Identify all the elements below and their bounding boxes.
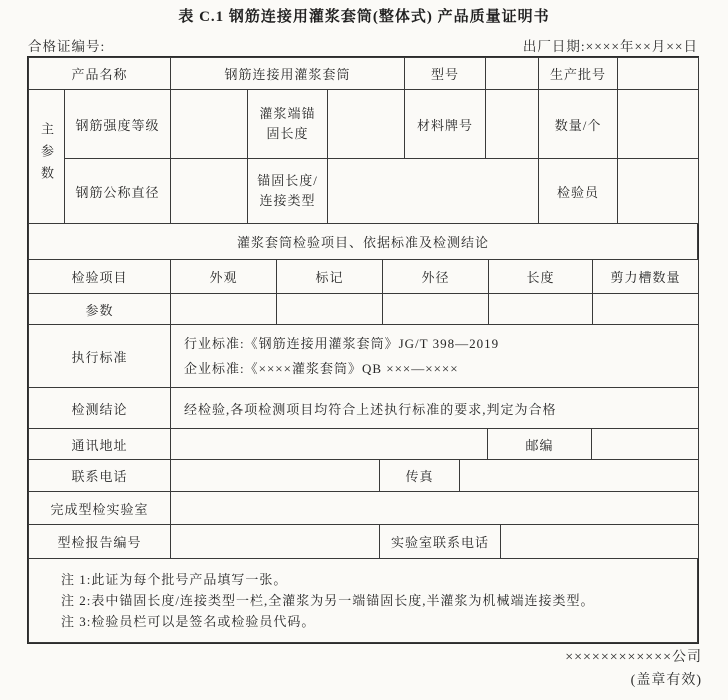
conclusion-label: 检测结论 <box>29 388 171 429</box>
report-no-value-cell <box>171 525 380 559</box>
notes-cell <box>29 559 698 643</box>
quantity-label: 数量/个 <box>539 90 618 159</box>
strength-grade-label: 钢筋强度等级 <box>65 90 171 159</box>
phone-label: 联系电话 <box>29 460 171 492</box>
inspector-value-cell <box>618 159 699 224</box>
standard-label: 执行标准 <box>29 325 171 388</box>
grout-anchor-value-cell <box>328 90 405 159</box>
notes-table <box>28 558 698 643</box>
contact-table <box>28 428 699 559</box>
inspection-item-outer-diameter: 外径 <box>383 260 489 294</box>
address-value-cell <box>171 429 488 460</box>
address-label: 通讯地址 <box>29 429 171 460</box>
batch-label: 生产批号 <box>539 58 618 90</box>
lab-value-cell <box>171 492 699 525</box>
quantity-value-cell <box>618 90 699 159</box>
note-line-2: 注 2:表中锚固长度/连接类型一栏,全灌浆为另一端锚固长度,半灌浆为机械端连接类型。 <box>61 593 595 608</box>
product-name-value: 钢筋连接用灌浆套筒 <box>171 58 405 90</box>
lab-label: 完成型检实验室 <box>29 492 171 525</box>
meta-row <box>28 35 698 55</box>
inspection-item-marking: 标记 <box>277 260 383 294</box>
inspection-header-table <box>28 223 698 260</box>
ship-date-value: 出厂日期:××××年××月××日 <box>522 39 698 54</box>
product-info-table <box>28 57 699 224</box>
material-value-cell <box>486 90 539 159</box>
main-params-label: 主参数 <box>39 121 54 188</box>
param-value-cell <box>171 294 277 325</box>
report-no-label: 型检报告编号 <box>29 525 171 559</box>
company-name: ××××××××××××公司 <box>565 650 702 665</box>
grout-anchor-label: 灌浆端锚固长度 <box>248 90 328 159</box>
main-params-cell <box>29 90 65 224</box>
conclusion-value: 经检验,各项检测项目均符合上述执行标准的要求,判定为合格 <box>171 388 699 429</box>
model-value-cell <box>486 58 539 90</box>
standard-value-cell <box>171 325 699 388</box>
material-label: 材料牌号 <box>405 90 486 159</box>
param-value-cell <box>593 294 699 325</box>
certificate-table <box>27 56 699 644</box>
diameter-value-cell <box>171 159 248 224</box>
anchor-type-value-cell <box>328 159 539 224</box>
model-label: 型号 <box>405 58 486 90</box>
inspection-item-length: 长度 <box>489 260 593 294</box>
seal-note: (盖章有效) <box>630 673 702 688</box>
lab-phone-value-cell <box>501 525 699 559</box>
inspection-item-header: 检验项目 <box>29 260 171 294</box>
footer <box>565 646 702 692</box>
strength-grade-value-cell <box>171 90 248 159</box>
page-title: 表 C.1 钢筋连接用灌浆套筒(整体式) 产品质量证明书 <box>178 9 550 25</box>
inspection-items-table <box>28 259 699 325</box>
inspection-item-shear-grooves: 剪力槽数量 <box>593 260 699 294</box>
anchor-type-label: 锚固长度/连接类型 <box>248 159 328 224</box>
fax-value-cell <box>460 460 699 492</box>
cert-no-label: 合格证编号: <box>28 39 106 54</box>
phone-value-cell <box>171 460 380 492</box>
inspection-item-appearance: 外观 <box>171 260 277 294</box>
standards-table <box>28 324 699 429</box>
inspection-section-title: 灌浆套筒检验项目、依据标准及检测结论 <box>29 224 698 260</box>
lab-phone-label: 实验室联系电话 <box>380 525 501 559</box>
inspector-label: 检验员 <box>539 159 618 224</box>
postcode-value-cell <box>592 429 699 460</box>
param-value-cell <box>277 294 383 325</box>
standard-line-industry: 行业标准:《钢筋连接用灌浆套筒》JG/T 398—2019 <box>184 336 500 351</box>
diameter-label: 钢筋公称直径 <box>65 159 171 224</box>
batch-value-cell <box>618 58 699 90</box>
standard-line-enterprise: 企业标准:《××××灌浆套筒》QB ×××—×××× <box>184 361 459 376</box>
fax-label: 传真 <box>380 460 460 492</box>
param-header: 参数 <box>29 294 171 325</box>
product-name-label: 产品名称 <box>29 58 171 90</box>
param-value-cell <box>383 294 489 325</box>
param-value-cell <box>489 294 593 325</box>
note-line-3: 注 3:检验员栏可以是签名或检验员代码。 <box>61 614 316 629</box>
note-line-1: 注 1:此证为每个批号产品填写一张。 <box>61 572 288 587</box>
postcode-label: 邮编 <box>488 429 592 460</box>
